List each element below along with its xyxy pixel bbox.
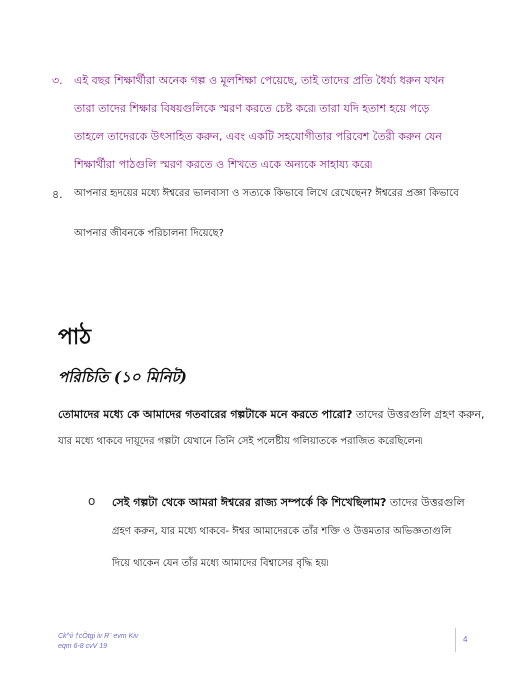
intro-subheading: পরিচিতি (১০ মিনিট) xyxy=(58,368,187,386)
list-item-3-line-3: তাহলে তাদেরকে উৎসাহিত করুন, এবং একটি সহযোগীতার পরিবেশ তৈরী করুন যেন xyxy=(74,130,442,143)
bullet-line-2: গ্রহণ করুন, যার মধ্যে থাকবে- ঈশ্বর আমাদেরকে তাঁর শক্তি ও উত্তমতার অভিজ্ঞতাগুলি xyxy=(112,526,452,537)
list-number: ৩. xyxy=(52,74,63,87)
bullet-line-1 xyxy=(112,494,465,513)
bullet-instruction: তাদের উত্তরগুলি xyxy=(386,496,465,509)
list-item-4-line-2: আপনার জীবনকে পরিচালনা দিয়েছে? xyxy=(74,228,224,239)
footer-divider xyxy=(455,628,456,652)
list-item-3-line-4: শিক্ষার্থীরা পাঠগুলি স্মরণ করতে ও শিখতে একে অন্যকে সাহায্য করে৷ xyxy=(74,158,372,171)
bullet-line-3: দিয়ে থাকেন যেন তাঁর মধ্যে আমাদের বিশ্বাসের বৃদ্ধি হয়৷ xyxy=(112,558,329,569)
footer-text xyxy=(58,632,138,652)
list-item-3-line-2: তারা তাদের শিক্ষার বিষয়গুলিকে স্মরণ করতে চেষ্ট করে৷ তারা যদি হতাশ হয়ে পড়ে xyxy=(74,102,430,115)
bullet-question: সেই গল্পটা থেকে আমরা ঈশ্বরের রাজ্য সম্পর্কে কি শিখেছিলাম? xyxy=(112,496,387,509)
list-item-4-line-1: আপনার হৃদয়ের মধ্যে ঈশ্বরের ভালবাসা ও সত্যকে কিভাবে লিখে রেখেছেন? ঈশ্বরের প্রজ্ঞা কিভাবে xyxy=(74,188,459,199)
lesson-heading: পাঠ xyxy=(58,324,92,350)
list-number: ৪. xyxy=(52,188,63,201)
list-item-3-line-1: এই বছর শিক্ষার্থীরা অনেক গল্প ও মূলশিক্ষা পেয়েছে, তাই তাদের প্রতি ধৈর্য্য ধরুন যখন xyxy=(74,74,445,87)
bullet-marker: o xyxy=(88,494,96,508)
question-instruction: তাদের উত্তরগুলি গ্রহণ করুন, xyxy=(352,408,485,421)
question-text: তোমাদের মধ্যে কে আমাদের গতবারের গল্পটাকে মনে করতে পারো? xyxy=(58,408,353,421)
footer-line-2: eqm 6-8 cvV 19 xyxy=(58,643,108,650)
footer-line-1: Ck^ii †cÖtgi iv R¨ evm Kiv xyxy=(58,633,139,640)
page-number: 4 xyxy=(463,635,468,644)
question-line-1 xyxy=(58,406,485,425)
question-line-2: যার মধ্যে থাকবে দায়ূদের গল্পটা যেখানে তিনি সেই পলেষ্টীয় গলিয়াতকে পরাজিত করেছিলেন৷ xyxy=(58,436,423,447)
